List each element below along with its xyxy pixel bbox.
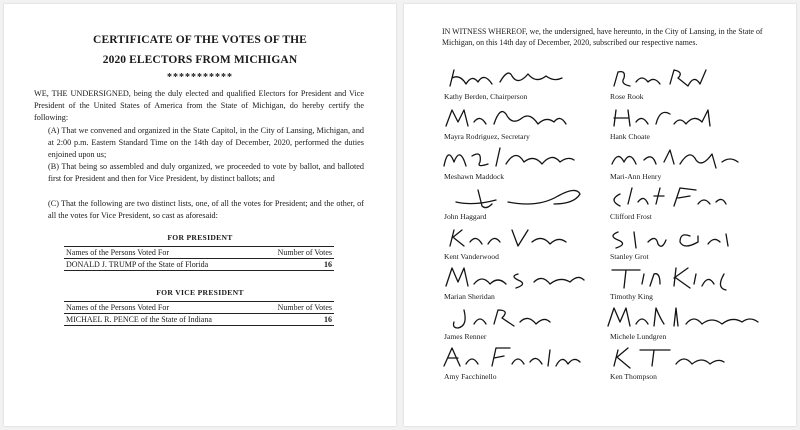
elector-signature-block	[438, 342, 613, 382]
handwritten-signature	[604, 222, 779, 254]
elector-name: Hank Choate	[610, 132, 650, 141]
handwritten-signature	[604, 302, 779, 334]
handwritten-signature	[438, 302, 613, 334]
elector-name: Timothy King	[610, 292, 653, 301]
elector-signature-block	[438, 62, 613, 102]
handwritten-signature	[604, 62, 779, 94]
elector-name: Ken Thompson	[610, 372, 657, 381]
president-votes-table	[64, 246, 334, 271]
certificate-page	[4, 4, 396, 426]
column-header-names: Names of the Persons Voted For	[64, 247, 257, 259]
elector-signature-block	[438, 262, 613, 302]
handwritten-signature	[438, 62, 613, 94]
vice-president-section-heading: FOR VICE PRESIDENT	[156, 288, 244, 297]
elector-signature-block	[604, 142, 779, 182]
certification-item-b: (B) That being so assembled and duly organized, we proceeded to vote by ballot, and balloted first for President and then for Vice President, by distinct ballots; and	[48, 162, 364, 184]
handwritten-signature	[604, 262, 779, 294]
table-row	[64, 259, 334, 271]
elector-signature-block	[604, 102, 779, 142]
column-header-votes: Number of Votes	[257, 247, 334, 259]
elector-signature-block	[604, 62, 779, 102]
elector-name: Michele Lundgren	[610, 332, 667, 341]
certification-item-a: (A) That we convened and organized in the State Capitol, in the City of Lansing, Michigan, and at 2:00 p.m. Eastern Standard Time on the 14th day of December, 2020, performed the duties enjoined upon us;	[48, 126, 364, 160]
elector-name: Clifford Frost	[610, 212, 652, 221]
president-section-heading: FOR PRESIDENT	[167, 233, 233, 242]
elector-signature-block	[438, 302, 613, 342]
elector-name: Rose Rook	[610, 92, 644, 101]
elector-name: Mari-Ann Henry	[610, 172, 662, 181]
vote-count: 16	[258, 314, 334, 326]
elector-name: Mayra Rodriguez, Secretary	[444, 132, 530, 141]
elector-name: Marian Sheridan	[444, 292, 495, 301]
elector-signature-block	[438, 182, 613, 222]
elector-signature-block	[604, 342, 779, 382]
handwritten-signature	[438, 182, 613, 214]
elector-name: Meshawn Maddock	[444, 172, 505, 181]
elector-name: James Renner	[444, 332, 487, 341]
elector-signature-block	[604, 222, 779, 262]
table-header-row	[64, 302, 334, 314]
handwritten-signature	[438, 262, 613, 294]
vote-count: 16	[257, 259, 334, 271]
handwritten-signature	[438, 102, 613, 134]
handwritten-signature	[604, 142, 779, 174]
elector-name: Kathy Berden, Chairperson	[444, 92, 528, 101]
vice-president-votes-table	[64, 301, 334, 326]
elector-name: Stanley Grot	[610, 252, 649, 261]
signature-page	[404, 4, 796, 426]
handwritten-signature	[438, 222, 613, 254]
elector-signature-block	[604, 182, 779, 222]
column-header-names: Names of the Persons Voted For	[64, 302, 258, 314]
table-header-row	[64, 247, 334, 259]
elector-name: Kent Vanderwood	[444, 252, 499, 261]
table-row	[64, 314, 334, 326]
candidate-name: DONALD J. TRUMP of the State of Florida	[64, 259, 257, 271]
elector-signature-block	[438, 222, 613, 262]
handwritten-signature	[604, 182, 779, 214]
certificate-title-line1: CERTIFICATE OF THE VOTES OF THE	[93, 34, 307, 46]
column-header-votes: Number of Votes	[258, 302, 334, 314]
witness-statement: IN WITNESS WHEREOF, we, the undersigned, have hereunto, in the City of Lansing, in the State of Michigan, on this 14th day of December, 2020, subscribed our respective names.	[442, 27, 763, 47]
certification-item-c: (C) That the following are two distinct lists, one, of all the votes for President; and the other, of all the votes for Vice President, so cast as aforesaid:	[48, 199, 364, 221]
elector-name: Amy Facchinello	[444, 372, 497, 381]
elector-signature-block	[604, 302, 779, 342]
handwritten-signature	[438, 142, 613, 174]
handwritten-signature	[604, 342, 779, 374]
handwritten-signature	[438, 342, 613, 374]
elector-name: John Haggard	[444, 212, 487, 221]
elector-signature-block	[604, 262, 779, 302]
certification-intro: WE, THE UNDERSIGNED, being the duly elected and qualified Electors for President and Vice President of the United States of America from the State of Michigan, do hereby certify the following:	[34, 89, 364, 123]
title-separator-stars: ***********	[167, 72, 233, 83]
candidate-name: MICHAEL R. PENCE of the State of Indiana	[64, 314, 258, 326]
elector-signature-block	[438, 102, 613, 142]
certificate-title-line2: 2020 ELECTORS FROM MICHIGAN	[102, 54, 298, 66]
elector-signature-block	[438, 142, 613, 182]
handwritten-signature	[604, 102, 779, 134]
